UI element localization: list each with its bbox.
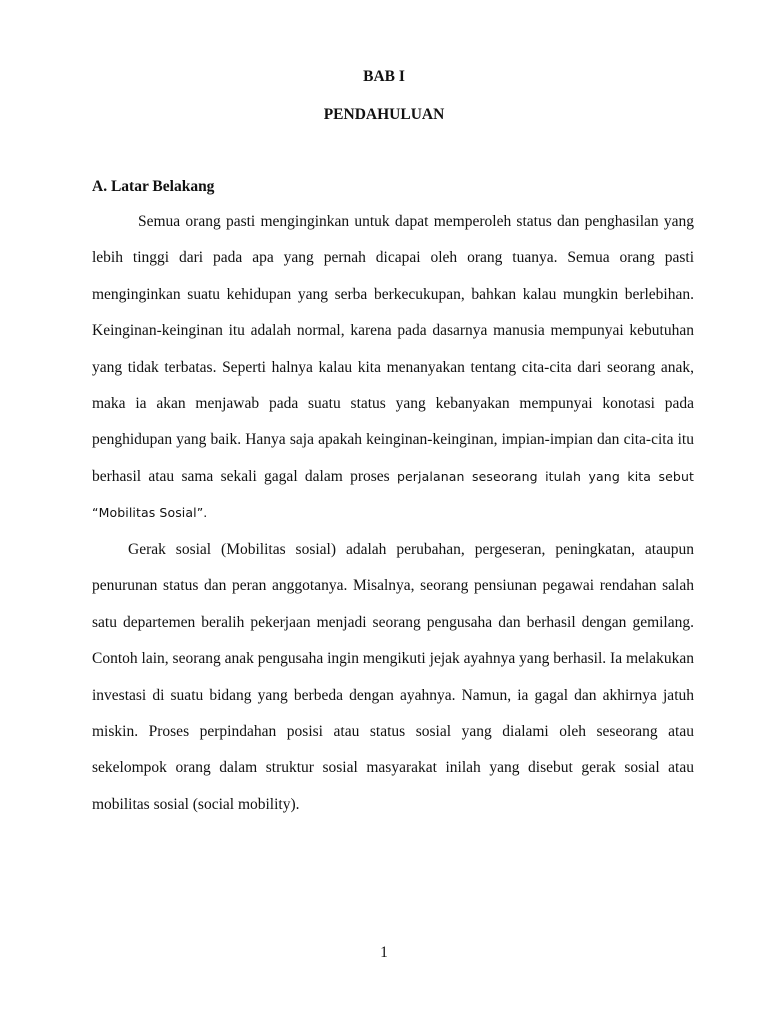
chapter-title: PENDAHULUAN [323, 106, 445, 123]
paragraph-2 [92, 532, 694, 823]
page-number: 1 [380, 944, 388, 961]
paragraph-1 [92, 204, 694, 532]
paragraph-1-text: Semua orang pasti menginginkan untuk dapat memperoleh status dan penghasilan yang lebih tinggi dari pada apa yang pernah dicapai oleh orang tuanya. Semua orang pasti menginginkan suatu kehidupan yang serba berkecukupan, bahkan kalau mungkin berlebihan. Keinginan-keinginan itu adalah normal, karena pada dasarnya manusia mempunyai kebutuhan yang tidak terbatas. Seperti halnya kalau kita menanyakan tentang cita-cita dari seorang anak, maka ia akan menjawab pada suatu status yang kebanyakan mempunyai konotasi pada penghidupan yang baik. Hanya saja apakah keinginan-keinginan, impian-impian dan cita-cita itu berhasil atau sama sekali gagal dalam proses [92, 213, 694, 485]
paragraph-2-text: Gerak sosial (Mobilitas sosial) adalah perubahan, pergeseran, peningkatan, ataupun penurunan status dan peran anggotanya. Misalnya, seorang pensiunan pegawai rendahan salah satu departemen beralih pekerjaan menjadi seorang pengusaha dan berhasil dengan gemilang. Contoh lain, seorang anak pengusaha ingin mengikuti jejak ayahnya yang berhasil. Ia melakukan investasi di suatu bidang yang berbeda dengan ayahnya. Namun, ia gagal dan akhirnya jatuh miskin. Proses perpindahan posisi atau status sosial yang dialami oleh seseorang atau sekelompok orang dalam struktur sosial masyarakat inilah yang disebut gerak sosial atau mobilitas sosial (social mobility). [92, 541, 694, 813]
paragraph-1-sans-text: perjalanan seseorang itulah yang kita sebut “Mobilitas Sosial”. [92, 468, 694, 521]
chapter-number: BAB I [363, 68, 405, 85]
section-heading: A. Latar Belakang [92, 178, 215, 195]
